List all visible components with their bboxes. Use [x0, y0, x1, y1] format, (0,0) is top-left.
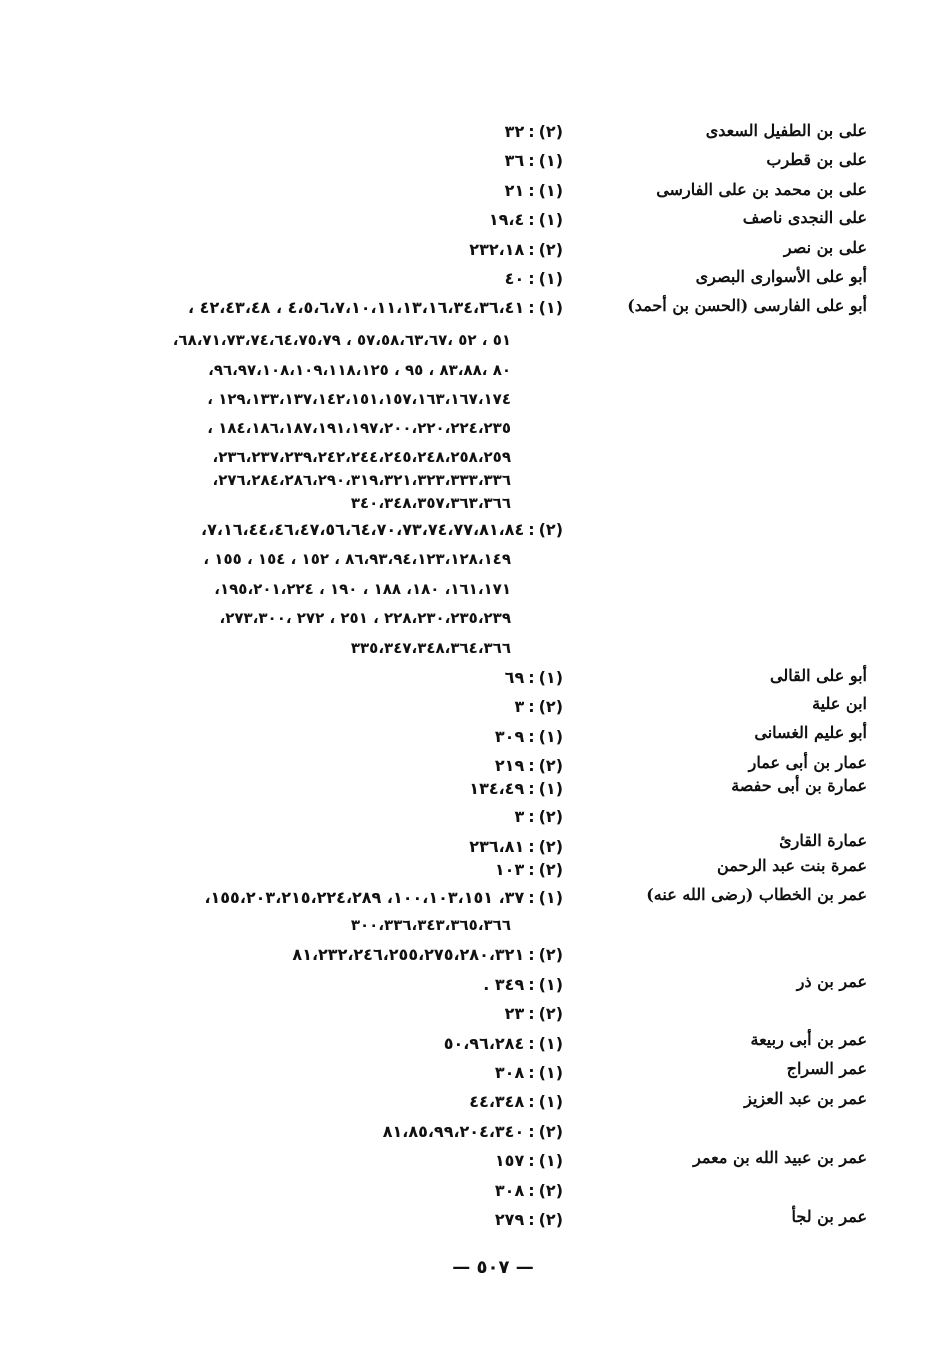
index-reference: (١):٤٠	[504, 269, 563, 288]
index-reference: (١):٢١	[504, 181, 563, 200]
page-list-continuation: ٨٠ ،٨٣،٨٨ ، ٩٥ ، ٩٦،٩٧،١٠٨،١٠٩،١١٨،١٢٥،	[208, 361, 511, 379]
page-list: ٢٣	[504, 1004, 525, 1023]
volume-number: (١)	[538, 1063, 563, 1082]
index-reference: (١):٤٤،٣٤٨	[469, 1092, 563, 1111]
page-list: ١٣٤،٤٩	[469, 779, 525, 798]
index-name: عمر بن عبد العزيز	[744, 1089, 867, 1108]
page-list: ٢١٩	[494, 756, 525, 775]
page-list-continuation: ٢٣٦،٢٣٧،٢٣٩،٢٤٢،٢٤٤،٢٤٥،٢٤٨،٢٥٨،٢٥٩،	[212, 448, 511, 466]
page-list-continuation: ٢٧٦،٢٨٤،٢٨٦،٢٩٠،٣١٩،٣٢١،٣٢٣،٣٣٣،٣٣٦،	[212, 471, 511, 489]
page-list: ٤٤،٣٤٨	[469, 1092, 525, 1111]
volume-number: (١)	[538, 1034, 563, 1053]
index-name: أبو عليم الغسانى	[754, 723, 867, 742]
index-name: ابن علية	[812, 694, 867, 713]
index-reference: (٢):٢٣	[504, 1004, 563, 1023]
index-reference: (٢):٣٢	[504, 122, 563, 141]
volume-number: (١)	[538, 668, 563, 687]
page-list-continuation: ١٦١،١٧١، ١٨٠، ١٨٨ ، ١٩٠ ، ١٩٥،٢٠١،٢٢٤،	[214, 580, 511, 598]
page-list: ١٩،٤	[488, 210, 525, 229]
index-reference: (٢):١٠٣	[494, 860, 563, 879]
index-reference: (٢):٢١٩	[494, 756, 563, 775]
page-list-continuation: ٢٢٨،٢٣٠،٢٣٥،٢٣٩ ، ٢٥١ ، ٢٧٢ ،٢٧٣،٣٠٠،	[219, 609, 511, 627]
page-list: ٣٠٨	[494, 1181, 525, 1200]
index-name: عمر السراج	[786, 1059, 867, 1078]
page-list-continuation: ١٢٩،١٣٣،١٣٧،١٤٢،١٥١،١٥٧،١٦٣،١٦٧،١٧٤ ،	[207, 390, 511, 408]
index-name: عمرة بنت عبد الرحمن	[717, 856, 867, 875]
index-reference: (١):٣٤٩ .	[483, 975, 563, 994]
page-list: ٦٩	[504, 668, 525, 687]
index-reference: (١):١٩،٤	[488, 210, 563, 229]
index-reference: (٢):٣	[514, 697, 563, 716]
page-list-continuation: ٣٣٥،٣٤٧،٣٤٨،٣٦٤،٣٦٦	[350, 639, 511, 657]
page-list: ٢٧٩	[494, 1210, 525, 1229]
index-name: على بن الطفيل السعدى	[705, 121, 867, 140]
page-list: ٣٦	[504, 151, 525, 170]
index-name: على بن قطرب	[766, 150, 867, 169]
volume-number: (١)	[538, 727, 563, 746]
index-name: أبو على القالى	[770, 666, 867, 685]
index-reference: (٢):٧،١٦،٤٤،٤٦،٤٧،٥٦،٦٤،٧٠،٧٣،٧٤،٧٧،٨١،٨٤،	[201, 520, 563, 539]
page-list: ٤٠	[504, 269, 525, 288]
page-list-continuation: ٣٤٠،٣٤٨،٣٥٧،٣٦٣،٣٦٦	[350, 494, 511, 512]
volume-number: (٢)	[538, 1181, 563, 1200]
volume-number: (٢)	[538, 520, 563, 539]
page-list-continuation: ٨٦،٩٣،٩٤،١٢٣،١٢٨،١٤٩ ، ١٥٢ ، ١٥٤ ، ١٥٥ ،	[203, 550, 511, 568]
index-reference: (٢):٢٣٢،١٨	[469, 240, 563, 259]
page-list: ٨١،٨٥،٩٩،٢٠٤،٣٤٠	[382, 1122, 525, 1141]
page-list: ١٠٣	[494, 860, 525, 879]
index-name: عمر بن ذر	[796, 972, 867, 991]
volume-number: (١)	[538, 181, 563, 200]
volume-number: (١)	[538, 210, 563, 229]
index-name: أبو على الأسوارى البصرى	[695, 267, 867, 286]
index-reference: (١):١٥٧	[494, 1151, 563, 1170]
page-list: ٤،٥،٦،٧،١٠،١١،١٣،١٦،٣٤،٣٦،٤١ ، ٤٢،٤٣،٤٨ ،	[188, 298, 525, 317]
index-name: عمر بن عبيد الله بن معمر	[693, 1148, 867, 1167]
volume-number: (٢)	[538, 945, 563, 964]
page-list: ٣٧، ١٠٠،١٠٣،١٥١، ١٥٥،٢٠٣،٢١٥،٢٢٤،٢٨٩،	[204, 888, 525, 907]
volume-number: (١)	[538, 888, 563, 907]
index-reference: (٢):٣	[514, 807, 563, 826]
volume-number: (١)	[538, 1151, 563, 1170]
page-list: ١٥٧	[494, 1151, 525, 1170]
volume-number: (١)	[538, 269, 563, 288]
index-name: على النجدى ناصف	[742, 208, 867, 227]
page-list: ٣٢	[504, 122, 525, 141]
index-reference: (١):٣٠٩	[494, 727, 563, 746]
page-list: ٧،١٦،٤٤،٤٦،٤٧،٥٦،٦٤،٧٠،٧٣،٧٤،٧٧،٨١،٨٤،	[201, 520, 525, 539]
volume-number: (٢)	[538, 1122, 563, 1141]
volume-number: (٢)	[538, 240, 563, 259]
page-list-continuation: ١٨٤،١٨٦،١٨٧،١٩١،١٩٧،٢٠٠،٢٢٠،٢٢٤،٢٣٥ ،	[207, 419, 511, 437]
index-name: عمر بن لجأ	[791, 1207, 867, 1226]
volume-number: (٢)	[538, 122, 563, 141]
volume-number: (١)	[538, 151, 563, 170]
page-list: ٥٠،٩٦،٢٨٤	[443, 1034, 525, 1053]
page-list: ٢٣٦،٨١	[469, 837, 525, 856]
index-reference: (١):٥٠،٩٦،٢٨٤	[443, 1034, 563, 1053]
index-reference: (١):٦٩	[504, 668, 563, 687]
volume-number: (٢)	[538, 837, 563, 856]
volume-number: (٢)	[538, 756, 563, 775]
index-name: على بن نصر	[783, 238, 867, 257]
page-list: ٣٠٩	[494, 727, 525, 746]
page-list: ٨١،٢٣٢،٢٤٦،٢٥٥،٢٧٥،٢٨٠،٣٢١	[292, 945, 525, 964]
index-reference: (١):١٣٤،٤٩	[469, 779, 563, 798]
page-list: ٣	[514, 807, 525, 826]
page-list: ٢١	[504, 181, 525, 200]
page-list: ٣	[514, 697, 525, 716]
index-name: عمر بن الخطاب (رضى الله عنه)	[646, 885, 867, 904]
index-reference: (٢):٨١،٨٥،٩٩،٢٠٤،٣٤٠	[382, 1122, 563, 1141]
page-list: ٣٤٩ .	[483, 975, 525, 994]
volume-number: (٢)	[538, 697, 563, 716]
index-reference: (١):٣٧، ١٠٠،١٠٣،١٥١، ١٥٥،٢٠٣،٢١٥،٢٢٤،٢٨٩،	[204, 888, 563, 907]
volume-number: (٢)	[538, 807, 563, 826]
page-number: — ٥٠٧ —	[452, 1257, 534, 1278]
index-name: على بن محمد بن على الفارسى	[656, 180, 867, 199]
index-name: عمارة بن أبى حفصة	[731, 776, 867, 795]
index-name: عمار بن أبى عمار	[748, 753, 867, 772]
index-reference: (٢):٣٠٨	[494, 1181, 563, 1200]
index-name: عمارة القارئ	[779, 831, 867, 850]
index-reference: (٢):٢٣٦،٨١	[469, 837, 563, 856]
volume-number: (١)	[538, 1092, 563, 1111]
page-list: ٣٠٨	[494, 1063, 525, 1082]
volume-number: (٢)	[538, 860, 563, 879]
volume-number: (٢)	[538, 1004, 563, 1023]
index-reference: (٢):٢٧٩	[494, 1210, 563, 1229]
page-list-continuation: ٣٠٠،٣٣٦،٣٤٣،٣٦٥،٣٦٦	[350, 916, 511, 934]
volume-number: (١)	[538, 298, 563, 317]
index-reference: (١):٣٦	[504, 151, 563, 170]
page-list: ٢٣٢،١٨	[469, 240, 525, 259]
volume-number: (١)	[538, 779, 563, 798]
index-reference: (١):٣٠٨	[494, 1063, 563, 1082]
index-name: عمر بن أبى ربيعة	[750, 1030, 867, 1049]
volume-number: (٢)	[538, 1210, 563, 1229]
index-reference: (٢):٨١،٢٣٢،٢٤٦،٢٥٥،٢٧٥،٢٨٠،٣٢١	[292, 945, 563, 964]
index-reference: (١):٤،٥،٦،٧،١٠،١١،١٣،١٦،٣٤،٣٦،٤١ ، ٤٢،٤٣،٤٨ ،	[188, 298, 563, 317]
index-name: أبو على الفارسى (الحسن بن أحمد)	[627, 296, 867, 315]
volume-number: (١)	[538, 975, 563, 994]
page-list-continuation: ٥١ ، ٥٢ ،٥٧،٥٨،٦٣،٦٧ ، ٦٨،٧١،٧٣،٧٤،٦٤،٧٥،٧٩،	[172, 331, 511, 349]
